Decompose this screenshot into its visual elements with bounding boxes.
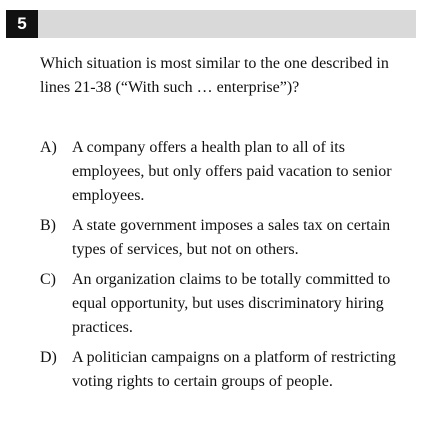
question-stem: Which situation is most similar to the one described in lines 21-38 (“With such … enterprise”)? bbox=[40, 55, 389, 96]
choice-a[interactable] bbox=[40, 136, 420, 208]
question-number-badge bbox=[6, 10, 38, 38]
choice-d[interactable] bbox=[40, 346, 420, 394]
choice-letter: C) bbox=[40, 271, 56, 288]
choice-letter: D) bbox=[40, 349, 57, 366]
question-number: 5 bbox=[17, 14, 27, 33]
choice-text: A company offers a health plan to all of its employees, but only offers paid vacation to senior employees. bbox=[72, 139, 392, 204]
choice-c[interactable] bbox=[40, 268, 420, 340]
choice-text: A state government imposes a sales tax on certain types of services, but not on others. bbox=[72, 217, 391, 258]
choice-b[interactable] bbox=[40, 214, 420, 262]
choice-text: A politician campaigns on a platform of restricting voting rights to certain groups of people. bbox=[72, 349, 396, 390]
choice-letter: B) bbox=[40, 217, 56, 234]
choice-text: An organization claims to be totally committed to equal opportunity, but uses discriminatory hiring practices. bbox=[72, 271, 391, 336]
choice-letter: A) bbox=[40, 139, 57, 156]
answer-choices bbox=[40, 136, 420, 400]
question-header-bar bbox=[6, 10, 416, 38]
